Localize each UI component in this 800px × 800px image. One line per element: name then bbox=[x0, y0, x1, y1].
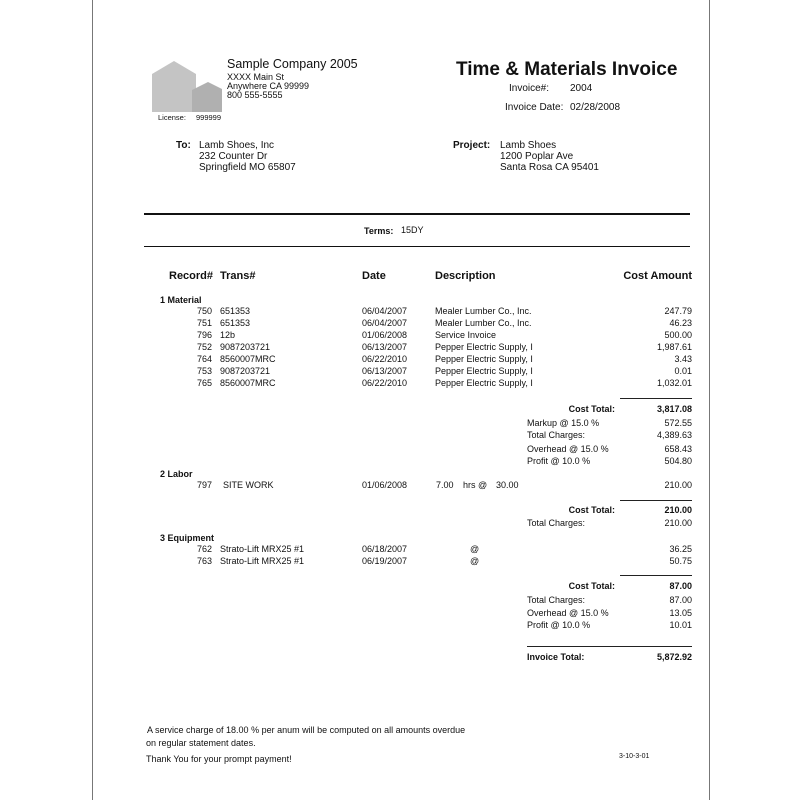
amount-cell: 1,032.01 bbox=[656, 378, 692, 388]
description-cell: Pepper Electric Supply, I bbox=[435, 342, 533, 352]
table-row bbox=[0, 480, 800, 492]
trans-cell: 9087203721 bbox=[220, 342, 271, 352]
labor-cost-total: 210.00 bbox=[664, 505, 692, 515]
to-line2: 232 Counter Dr bbox=[199, 151, 268, 162]
to-label: To: bbox=[176, 140, 191, 151]
terms-label: Terms: bbox=[364, 226, 394, 236]
amount-cell: 1,987.61 bbox=[656, 342, 692, 352]
material-total-charges-label: Total Charges: bbox=[527, 430, 586, 440]
record-cell: 752 bbox=[196, 342, 212, 352]
project-label: Project: bbox=[453, 140, 491, 151]
description-cell: @ bbox=[470, 544, 480, 554]
project-line1: Lamb Shoes bbox=[500, 140, 557, 151]
divider-top bbox=[144, 213, 690, 215]
thank-you-note: Thank You for your prompt payment! bbox=[146, 754, 292, 764]
hours-cell: 7.00 bbox=[436, 480, 454, 490]
description-cell: Pepper Electric Supply, I bbox=[435, 354, 533, 364]
record-cell: 765 bbox=[196, 378, 212, 388]
license-label: License: bbox=[158, 113, 186, 122]
trans-cell: Strato-Lift MRX25 #1 bbox=[220, 556, 305, 566]
table-row bbox=[0, 378, 800, 390]
invoice-total-rule bbox=[527, 646, 692, 647]
date-cell: 06/04/2007 bbox=[362, 306, 408, 316]
table-row bbox=[0, 556, 800, 568]
to-line3: Springfield MO 65807 bbox=[199, 162, 296, 173]
equipment-cost-total: 87.00 bbox=[669, 581, 692, 591]
trans-cell: 8560007MRC bbox=[220, 354, 276, 364]
date-cell: 06/22/2010 bbox=[362, 354, 408, 364]
material-profit: 504.80 bbox=[664, 456, 692, 466]
amount-cell: 247.79 bbox=[664, 306, 692, 316]
amount-cell: 0.01 bbox=[674, 366, 692, 376]
description-cell: Pepper Electric Supply, I bbox=[435, 378, 533, 388]
subtotal-rule bbox=[620, 500, 692, 501]
section-heading-labor: 2 Labor bbox=[160, 469, 193, 479]
table-row bbox=[0, 306, 800, 318]
column-header-date: Date bbox=[362, 270, 386, 282]
material-overhead-label: Overhead @ 15.0 % bbox=[527, 444, 609, 454]
labor-total-charges: 210.00 bbox=[664, 518, 692, 528]
invoice-total-value: 5,872.92 bbox=[656, 652, 692, 662]
table-row bbox=[0, 330, 800, 342]
trans-cell: 651353 bbox=[220, 318, 251, 328]
column-header-trans: Trans# bbox=[220, 270, 256, 282]
amount-cell: 3.43 bbox=[674, 354, 692, 364]
to-line1: Lamb Shoes, Inc bbox=[199, 140, 275, 151]
equipment-cost-total-label: Cost Total: bbox=[568, 581, 615, 591]
record-cell: 750 bbox=[196, 306, 212, 316]
material-profit-label: Profit @ 10.0 % bbox=[527, 456, 591, 466]
terms-value: 15DY bbox=[401, 225, 424, 235]
description-cell: Service Invoice bbox=[435, 330, 497, 340]
material-markup: 572.55 bbox=[664, 418, 692, 428]
invoice-total-label: Invoice Total: bbox=[527, 652, 585, 662]
material-overhead: 658.43 bbox=[664, 444, 692, 454]
invoice-number-label: Invoice#: bbox=[509, 83, 550, 94]
trans-cell: SITE WORK bbox=[223, 480, 274, 490]
project-line2: 1200 Poplar Ave bbox=[500, 151, 574, 162]
trans-cell: 651353 bbox=[220, 306, 251, 316]
service-charge-line1: A service charge of 18.00 % per anum will be computed on all amounts overdue bbox=[147, 725, 466, 735]
material-total-charges: 4,389.63 bbox=[656, 430, 692, 440]
column-header-description: Description bbox=[435, 270, 496, 282]
amount-cell: 50.75 bbox=[669, 556, 692, 566]
subtotal-rule bbox=[620, 398, 692, 399]
date-cell: 06/13/2007 bbox=[362, 342, 408, 352]
table-row bbox=[0, 354, 800, 366]
date-cell: 01/06/2008 bbox=[362, 330, 408, 340]
trans-cell: 12b bbox=[220, 330, 236, 340]
trans-cell: Strato-Lift MRX25 #1 bbox=[220, 544, 305, 554]
material-cost-total: 3,817.08 bbox=[656, 404, 692, 414]
date-cell: 06/19/2007 bbox=[362, 556, 408, 566]
date-cell: 06/04/2007 bbox=[362, 318, 408, 328]
column-header-cost-amount: Cost Amount bbox=[623, 270, 692, 282]
record-cell: 753 bbox=[196, 366, 212, 376]
trans-cell: 8560007MRC bbox=[220, 378, 276, 388]
equipment-total-charges: 87.00 bbox=[669, 595, 692, 605]
invoice-date: 02/28/2008 bbox=[570, 102, 621, 113]
section-heading-equipment: 3 Equipment bbox=[160, 533, 215, 543]
date-cell: 06/13/2007 bbox=[362, 366, 408, 376]
amount-cell: 500.00 bbox=[664, 330, 692, 340]
labor-cost-total-label: Cost Total: bbox=[568, 505, 615, 515]
record-cell: 763 bbox=[196, 556, 212, 566]
company-phone: 800 555-5555 bbox=[227, 90, 283, 100]
invoice-date-label: Invoice Date: bbox=[505, 102, 564, 113]
date-cell: 06/18/2007 bbox=[362, 544, 408, 554]
section-heading-material: 1 Material bbox=[160, 295, 202, 305]
table-row bbox=[0, 342, 800, 354]
company-logo-house-icon bbox=[152, 60, 222, 112]
record-cell: 796 bbox=[196, 330, 212, 340]
form-code: 3-10-3-01 bbox=[619, 753, 650, 760]
record-cell: 762 bbox=[196, 544, 212, 554]
equipment-overhead: 13.05 bbox=[669, 608, 692, 618]
equipment-overhead-label: Overhead @ 15.0 % bbox=[527, 608, 609, 618]
description-cell: Pepper Electric Supply, I bbox=[435, 366, 533, 376]
material-cost-total-label: Cost Total: bbox=[568, 404, 615, 414]
equipment-total-charges-label: Total Charges: bbox=[527, 595, 586, 605]
license-number: 999999 bbox=[196, 113, 222, 122]
project-line3: Santa Rosa CA 95401 bbox=[500, 162, 599, 173]
service-charge-line2: on regular statement dates. bbox=[146, 738, 256, 748]
hrs-at-cell: hrs @ bbox=[463, 480, 488, 490]
date-cell: 06/22/2010 bbox=[362, 378, 408, 388]
table-row bbox=[0, 318, 800, 330]
date-cell: 01/06/2008 bbox=[362, 480, 408, 490]
amount-cell: 46.23 bbox=[669, 318, 692, 328]
record-cell: 797 bbox=[196, 480, 212, 490]
table-row bbox=[0, 366, 800, 378]
company-address2: Anywhere CA 99999 bbox=[227, 81, 310, 91]
record-cell: 764 bbox=[196, 354, 212, 364]
trans-cell: 9087203721 bbox=[220, 366, 271, 376]
description-cell: @ bbox=[470, 556, 480, 566]
invoice-number: 2004 bbox=[570, 83, 593, 94]
labor-total-charges-label: Total Charges: bbox=[527, 518, 586, 528]
equipment-profit-label: Profit @ 10.0 % bbox=[527, 620, 591, 630]
rate-cell: 30.00 bbox=[496, 480, 519, 490]
record-cell: 751 bbox=[196, 318, 212, 328]
description-cell: Mealer Lumber Co., Inc. bbox=[435, 318, 532, 328]
invoice-title: Time & Materials Invoice bbox=[456, 59, 678, 80]
amount-cell: 210.00 bbox=[664, 480, 692, 490]
equipment-profit: 10.01 bbox=[669, 620, 692, 630]
description-cell: Mealer Lumber Co., Inc. bbox=[435, 306, 532, 316]
table-row bbox=[0, 544, 800, 556]
amount-cell: 36.25 bbox=[669, 544, 692, 554]
company-address1: XXXX Main St bbox=[227, 72, 285, 82]
material-markup-label: Markup @ 15.0 % bbox=[527, 418, 600, 428]
divider-bottom bbox=[144, 246, 690, 247]
column-header-record: Record# bbox=[169, 270, 214, 282]
company-name: Sample Company 2005 bbox=[227, 57, 358, 71]
subtotal-rule bbox=[620, 575, 692, 576]
